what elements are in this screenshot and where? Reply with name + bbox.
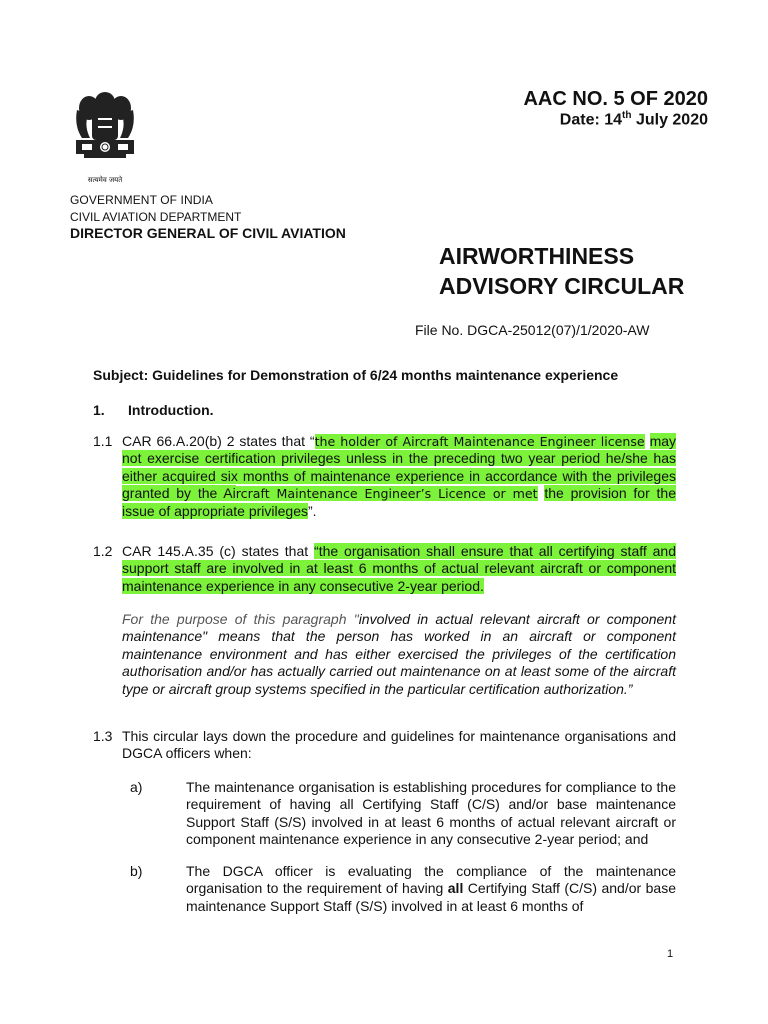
list-item-label: a) [130, 779, 143, 795]
paragraph-1-3: This circular lays down the procedure and guidelines for maintenance organisations and DGCA officers when: [122, 728, 676, 762]
highlighted-text: may not exercise certification privileges unless in the preceding two year period he/she has either acquired six months of maintenance experience in accordance with the privileges granted by the Ai [122, 433, 677, 502]
paragraph-number: 1.3 [93, 728, 113, 744]
circular-date: Date: 14th July 2020 [559, 110, 708, 129]
department-name: CIVIL AVIATION DEPARTMENT [70, 210, 242, 224]
circular-number: AAC NO. 5 OF 2020 [523, 88, 708, 110]
list-item: The maintenance organisation is establishing procedures for compliance to the requirement of having all Certifying Staff (C/S) and/or base maintenance Support Staff (S/S) involved in at least 6 months of actual relevant aircraft or component maintenance experience in any consecutive 2-year period; and [186, 779, 676, 848]
paragraph-number: 1.2 [93, 543, 113, 559]
paragraph-number: 1.1 [93, 433, 113, 449]
highlighted-text: “the organisation shall ensure that all certifying staff and support staff are involved in at least 6 months of actual relevant aircraft or component maintenance experience in any consecutive 2-year period. [122, 543, 676, 594]
definition-paragraph: For the purpose of this paragraph "involved in actual relevant aircraft or component maintenance" means that the person has worked in an aircraft or component maintenance environment and has either exercised the privileges of the certification authorisation and/or has actually carried out maintenance on at least some of the aircraft type or aircraft group systems specified in the particular certification authorization.” [122, 611, 676, 697]
list-item: The DGCA officer is evaluating the compliance of the maintenance organisation to the requirement of having all Certifying Staff (C/S) and/or base maintenance Support Staff (S/S) involved in at least 6 months of [186, 863, 676, 914]
national-emblem-logo [62, 88, 148, 186]
authority-name: DIRECTOR GENERAL OF CIVIL AVIATION [70, 225, 346, 241]
subject-line: Subject: Guidelines for Demonstration of 6/24 months maintenance experience [93, 367, 619, 383]
document-title [439, 241, 684, 301]
highlighted-text: the provision for the issue of appropriate privileges [122, 485, 677, 519]
title-line-1: AIRWORTHINESS [439, 243, 635, 269]
highlighted-text: rcraft Maintenance Engineer’s Licence or met [235, 486, 538, 502]
title-line-2: ADVISORY CIRCULAR [439, 273, 685, 299]
highlighted-text: the holder of Aircraft Maintenance Engineer license [314, 434, 645, 449]
file-number: File No. DGCA-25012(07)/1/2020-AW [415, 322, 650, 338]
government-name: GOVERNMENT OF INDIA [70, 193, 214, 207]
page-number: 1 [667, 948, 674, 960]
paragraph-1-2: CAR 145.A.35 (c) states that “the organisation shall ensure that all certifying staff and support staff are involved in at least 6 months of actual relevant aircraft or component maintenance experience in any consecutive 2-year period. [122, 543, 676, 594]
list-item-label: b) [130, 863, 143, 879]
section-heading: 1. Introduction. [93, 402, 214, 418]
emblem-motto: सत्यमेव जयते [87, 176, 123, 184]
paragraph-1-1: CAR 66.A.20(b) 2 states that “the holder of Aircraft Maintenance Engineer license may not exercise certification privileges unless in the preceding two year period he/she has either acquired six months of maintenance experience in accordance with the privileges granted by the Aircraft Maintenance Engineer’s Licence or met the provision for the issue of appropriate privileges”. [122, 433, 677, 519]
